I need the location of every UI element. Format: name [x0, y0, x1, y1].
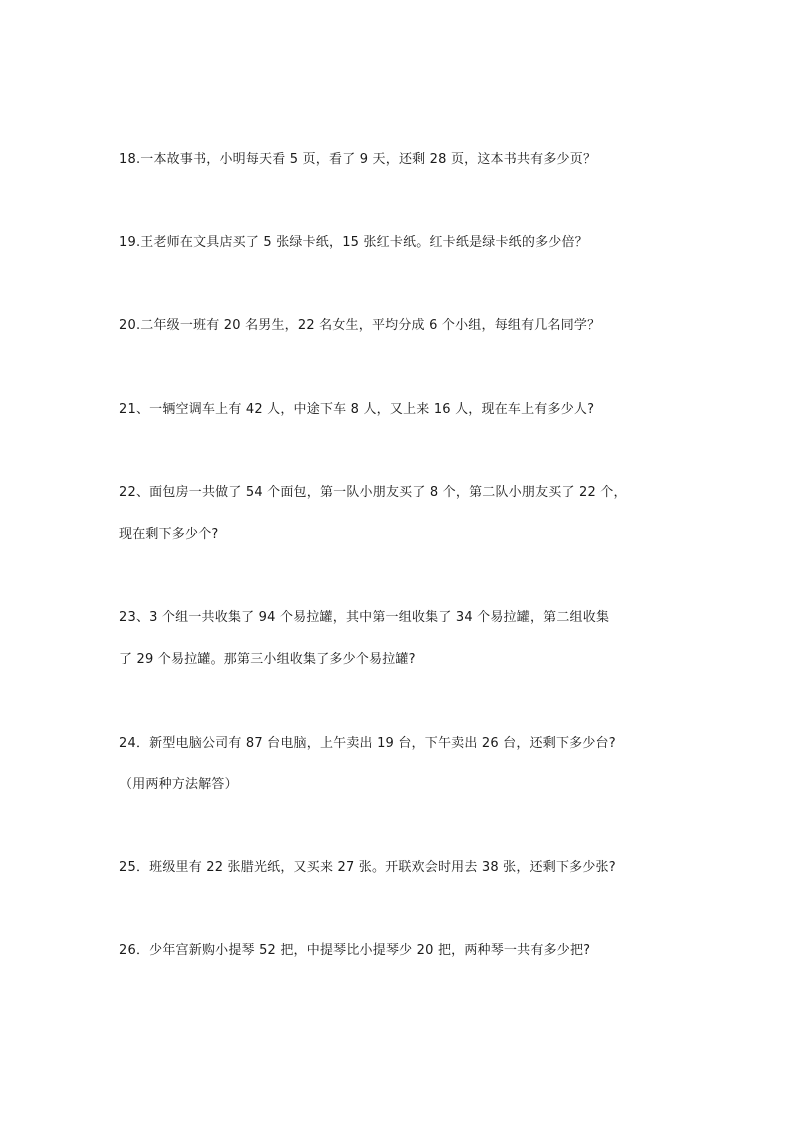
problem-21-line-1: 21、一辆空调车上有 42 人，中途下车 8 人，又上来 16 人，现在车上有多少人? [119, 402, 595, 417]
problem-23-line-1: 23、3 个组一共收集了 94 个易拉罐，其中第一组收集了 34 个易拉罐，第二组收集 [119, 610, 610, 625]
problem-18-line-1: 18.一本故事书，小明每天看 5 页，看了 9 天，还剩 28 页，这本书共有多少页？ [119, 152, 597, 167]
problem-22-line-1: 22、面包房一共做了 54 个面包，第一队小朋友买了 8 个，第二队小朋友买了 22 个， [119, 485, 627, 500]
problem-20-line-1: 20.二年级一班有 20 名男生，22 名女生，平均分成 6 个小组，每组有几名同学？ [119, 318, 601, 333]
problem-22-line-2: 现在剩下多少个? [119, 527, 219, 542]
problem-19-line-1: 19.王老师在文具店买了 5 张绿卡纸，15 张红卡纸。红卡纸是绿卡纸的多少倍？ [119, 235, 588, 250]
problem-26-line-1: 26．少年宫新购小提琴 52 把，中提琴比小提琴少 20 把，两种琴一共有多少把? [119, 943, 591, 958]
problem-23-line-2: 了 29 个易拉罐。那第三小组收集了多少个易拉罐? [119, 652, 416, 667]
problem-25-line-1: 25．班级里有 22 张腊光纸，又买来 27 张。开联欢会时用去 38 张，还剩下多少张? [119, 860, 616, 875]
problem-24-line-1: 24．新型电脑公司有 87 台电脑，上午卖出 19 台，下午卖出 26 台，还剩下多少台? [119, 736, 616, 751]
problem-24-line-2: （用两种方法解答） [119, 777, 238, 792]
